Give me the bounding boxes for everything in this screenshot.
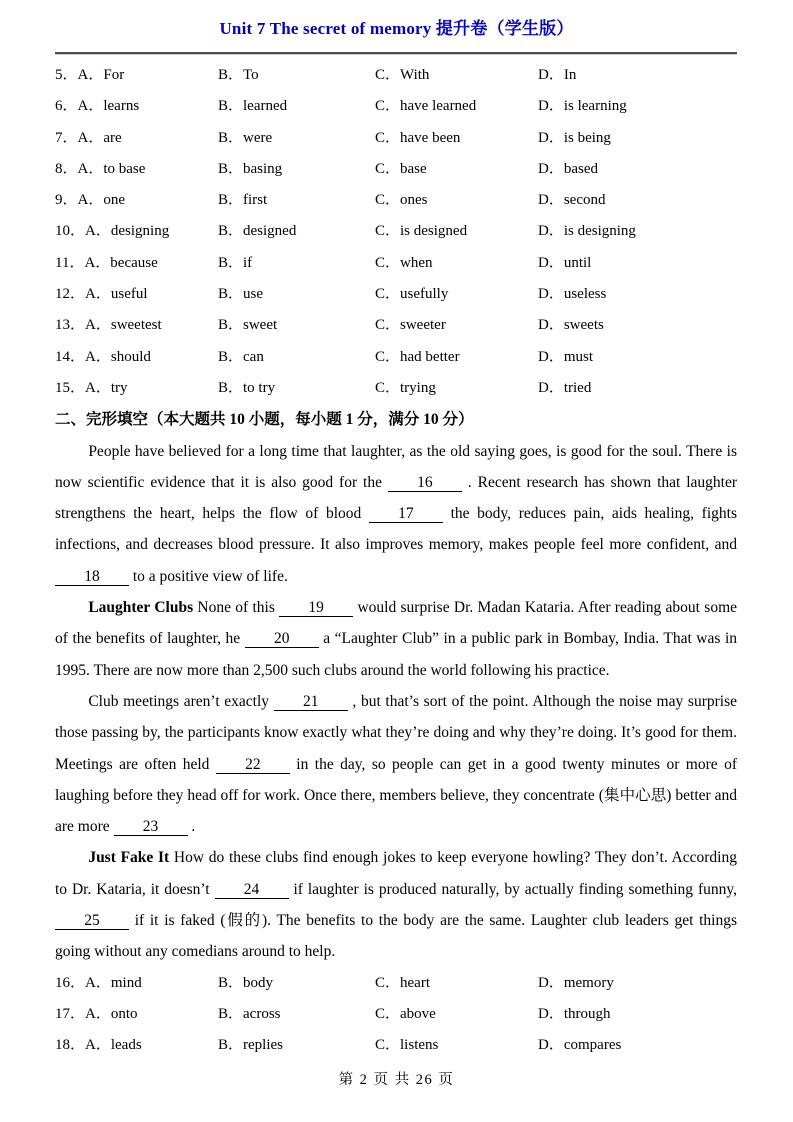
- option-text: listens: [400, 1037, 439, 1054]
- option-cell: [218, 968, 375, 999]
- option-cell: [375, 373, 538, 404]
- option-cell: [375, 216, 538, 247]
- option-cell: [538, 91, 737, 122]
- option-letter: C．: [375, 98, 401, 115]
- option-cell: [218, 248, 375, 279]
- paragraph-lead-laughter-clubs: Laughter Clubs: [88, 599, 194, 617]
- option-cell: [538, 1030, 737, 1061]
- option-letter: D．: [538, 286, 564, 303]
- passage-paragraph-3: [55, 686, 737, 842]
- blank-18: 18: [55, 568, 129, 586]
- option-cell: [55, 310, 218, 341]
- blank-25: 25: [55, 912, 129, 930]
- page-content: [55, 55, 737, 1062]
- option-cell: [538, 216, 737, 247]
- option-cell: [538, 248, 737, 279]
- option-text: leads: [110, 1037, 142, 1054]
- option-cell: [218, 123, 375, 154]
- option-cell: [375, 279, 538, 310]
- option-letter: C．: [375, 67, 401, 83]
- option-letter: D．: [538, 1005, 564, 1022]
- option-letter: D．: [538, 67, 564, 83]
- passage-text: . Recent research has shown that laughter strengthens the heart, helps the flow of blood: [55, 473, 738, 523]
- option-letter: D．: [538, 192, 564, 209]
- option-text: through: [563, 1005, 611, 1022]
- option-cell: [218, 91, 375, 122]
- option-text: heart: [400, 974, 430, 991]
- option-text: To: [243, 67, 259, 83]
- option-cell: [55, 216, 218, 247]
- option-letter: C．: [375, 1005, 401, 1022]
- question-number: 13．: [55, 317, 86, 334]
- option-text: base: [400, 160, 427, 177]
- blank-22: 22: [216, 756, 290, 774]
- option-letter: A．: [85, 317, 111, 334]
- option-text: sweets: [563, 317, 604, 334]
- option-cell: [538, 154, 737, 185]
- option-cell: [218, 373, 375, 404]
- option-letter: B．: [218, 379, 244, 396]
- option-text: one: [103, 192, 126, 209]
- question-number: 16．: [55, 974, 86, 991]
- passage-text: in the day, so people can get in a good twenty minutes or more of laughing before they head off for work. Once there, members believe, they concentrate (集中心思) better and are more: [55, 755, 737, 836]
- option-text: have been: [400, 129, 461, 146]
- option-letter: B．: [218, 129, 244, 146]
- option-text: learned: [243, 98, 288, 115]
- option-text: until: [563, 254, 592, 271]
- option-text: mind: [110, 974, 142, 991]
- option-text: second: [563, 192, 606, 209]
- option-letter: B．: [218, 348, 244, 365]
- option-letter: A．: [85, 379, 111, 396]
- option-text: sweeter: [400, 317, 446, 334]
- option-text: were: [243, 129, 273, 146]
- passage-paragraph-4: [55, 842, 737, 967]
- question-row: [55, 60, 737, 91]
- page-header: [0, 0, 793, 42]
- option-letter: B．: [218, 1005, 244, 1022]
- option-cell: [55, 342, 218, 373]
- option-cell: [218, 1030, 375, 1061]
- option-letter: C．: [375, 192, 401, 209]
- option-letter: C．: [375, 254, 401, 271]
- option-text: had better: [400, 348, 460, 365]
- option-cell: [375, 342, 538, 373]
- passage-text: People have believed for a long time that laughter, as the old saying goes, is good for the soul. There is now scientific evidence that it is also good for the: [55, 442, 737, 491]
- option-text: is designing: [563, 223, 636, 240]
- option-letter: B．: [218, 286, 244, 303]
- option-letter: A．: [85, 1005, 111, 1022]
- option-letter: D．: [538, 98, 564, 115]
- option-text: because: [110, 254, 158, 271]
- option-text: is designed: [400, 223, 468, 240]
- passage-paragraph-2: [55, 592, 737, 686]
- option-text: sweetest: [110, 317, 162, 334]
- option-letter: B．: [218, 317, 244, 334]
- option-cell: [538, 279, 737, 310]
- question-number: 15．: [55, 379, 86, 396]
- question-number: 10．: [55, 223, 86, 240]
- option-cell: [375, 154, 538, 185]
- option-letter: A．: [77, 192, 104, 209]
- option-letter: B．: [218, 67, 244, 83]
- paragraph-lead-just-fake-it: Just Fake It: [88, 849, 170, 867]
- option-letter: A．: [77, 129, 104, 146]
- option-letter: A．: [77, 98, 104, 115]
- option-text: usefully: [400, 286, 449, 303]
- option-text: use: [243, 286, 264, 303]
- option-cell: [55, 373, 218, 404]
- option-letter: B．: [218, 254, 244, 271]
- option-text: first: [243, 192, 268, 209]
- passage-text: a “Laughter Club” in a public park in Bombay, India. That was in 1995. There are now more than 2,500 such clubs around the world following his practice.: [55, 630, 737, 679]
- option-text: sweet: [243, 317, 278, 334]
- option-text: if: [243, 254, 253, 271]
- question-row: [55, 248, 737, 279]
- passage-text: would surprise Dr. Madan Kataria. After reading about some of the benefits of laughter, he: [55, 599, 738, 648]
- passage-paragraph-1: [55, 436, 737, 592]
- option-cell: [375, 1030, 538, 1061]
- question-row: [55, 373, 737, 404]
- option-text: tried: [563, 379, 592, 396]
- option-cell: [218, 216, 375, 247]
- option-letter: B．: [218, 98, 244, 115]
- option-cell: [55, 248, 218, 279]
- option-cell: [218, 60, 375, 91]
- option-text: useless: [563, 286, 607, 303]
- option-cell: [55, 60, 218, 91]
- question-number: 18．: [55, 1037, 86, 1054]
- question-row: [55, 968, 737, 999]
- option-cell: [55, 1030, 218, 1061]
- option-letter: C．: [375, 286, 401, 303]
- blank-23: 23: [114, 818, 188, 836]
- option-letter: C．: [375, 974, 401, 991]
- option-letter: B．: [218, 223, 244, 240]
- option-cell: [55, 968, 218, 999]
- option-cell: [375, 999, 538, 1030]
- option-cell: [218, 310, 375, 341]
- option-text: In: [563, 67, 577, 83]
- grammar-question-block: [55, 55, 737, 404]
- option-text: have learned: [400, 98, 477, 115]
- option-letter: A．: [84, 254, 111, 271]
- option-text: replies: [243, 1037, 283, 1054]
- option-letter: D．: [538, 317, 564, 334]
- option-text: when: [400, 254, 433, 271]
- option-cell: [55, 999, 218, 1030]
- question-number: 9．: [55, 192, 78, 209]
- question-row: [55, 154, 737, 185]
- option-text: With: [400, 67, 430, 83]
- option-letter: D．: [538, 254, 564, 271]
- option-text: try: [110, 379, 128, 396]
- question-row: [55, 216, 737, 247]
- option-cell: [538, 999, 737, 1030]
- question-row: [55, 342, 737, 373]
- option-cell: [538, 373, 737, 404]
- option-text: to try: [243, 379, 276, 396]
- option-letter: B．: [218, 160, 244, 177]
- question-row: [55, 310, 737, 341]
- option-text: based: [563, 160, 598, 177]
- option-letter: C．: [375, 317, 401, 334]
- option-text: should: [110, 348, 151, 365]
- option-cell: [375, 310, 538, 341]
- passage-text: if it is faked (假的). The benefits to the body are the same. Laughter club leaders get things going without any comedians around to help.: [55, 912, 737, 961]
- option-letter: B．: [218, 192, 244, 209]
- option-letter: A．: [77, 67, 104, 83]
- option-cell: [375, 60, 538, 91]
- option-letter: A．: [85, 974, 111, 991]
- option-letter: B．: [218, 1037, 244, 1054]
- option-letter: C．: [375, 223, 401, 240]
- option-text: above: [400, 1005, 436, 1022]
- option-text: is learning: [563, 98, 627, 115]
- question-row: [55, 123, 737, 154]
- question-number: 14．: [55, 348, 86, 365]
- option-cell: [218, 185, 375, 216]
- option-letter: A．: [85, 1037, 111, 1054]
- option-cell: [218, 279, 375, 310]
- option-letter: D．: [538, 129, 564, 146]
- option-letter: A．: [85, 348, 111, 365]
- option-text: across: [243, 1005, 281, 1022]
- option-cell: [218, 154, 375, 185]
- option-text: is being: [563, 129, 611, 146]
- question-row: [55, 91, 737, 122]
- page-footer: 第 2 页 共 26 页: [338, 1072, 455, 1088]
- option-cell: [538, 310, 737, 341]
- question-row: [55, 185, 737, 216]
- page-title: Unit 7 The secret of memory 提升卷（学生版）: [219, 19, 574, 38]
- option-cell: [55, 123, 218, 154]
- question-number: 17．: [55, 1005, 86, 1022]
- passage-text: the body, reduces pain, aids healing, fights infections, and decreases blood pressure. It also improves memory, makes people feel more confident, and: [55, 505, 737, 554]
- cloze-question-block: [55, 968, 737, 1062]
- option-cell: [538, 185, 737, 216]
- option-text: designed: [243, 223, 297, 240]
- option-letter: A．: [85, 223, 111, 240]
- question-number: 7．: [55, 129, 78, 146]
- question-number: 6．: [55, 98, 78, 115]
- passage-text: Club meetings aren’t exactly: [88, 692, 274, 710]
- option-letter: A．: [77, 160, 104, 177]
- question-row: [55, 279, 737, 310]
- option-cell: [375, 91, 538, 122]
- option-letter: C．: [375, 1037, 401, 1054]
- option-cell: [375, 248, 538, 279]
- question-number: 8．: [55, 160, 78, 177]
- option-cell: [375, 185, 538, 216]
- option-text: onto: [110, 1005, 138, 1022]
- option-cell: [55, 91, 218, 122]
- passage-text: to a positive view of life.: [129, 567, 288, 585]
- option-cell: [55, 185, 218, 216]
- option-letter: D．: [538, 974, 564, 991]
- option-cell: [55, 154, 218, 185]
- option-text: can: [243, 348, 264, 365]
- cloze-passage: [55, 436, 737, 968]
- option-cell: [375, 968, 538, 999]
- option-text: body: [243, 974, 274, 991]
- passage-text: How do these clubs find enough jokes to keep everyone howling? They don’t. According to Dr. Kataria, it doesn’t: [55, 849, 737, 898]
- question-row: [55, 1030, 737, 1061]
- option-letter: C．: [375, 160, 401, 177]
- option-letter: C．: [375, 348, 401, 365]
- blank-21: 21: [274, 693, 348, 711]
- option-text: trying: [400, 379, 436, 396]
- option-text: ones: [400, 192, 428, 209]
- option-text: learns: [103, 98, 140, 115]
- option-text: designing: [110, 223, 170, 240]
- blank-16: 16: [388, 474, 462, 492]
- option-letter: C．: [375, 129, 401, 146]
- option-text: are: [103, 129, 122, 146]
- option-cell: [538, 123, 737, 154]
- option-letter: A．: [85, 286, 111, 303]
- option-letter: C．: [375, 379, 401, 396]
- question-row: [55, 999, 737, 1030]
- question-number: 12．: [55, 286, 86, 303]
- option-text: basing: [243, 160, 283, 177]
- cloze-section-title: 二、完形填空（本大题共 10 小题，每小题 1 分，满分 10 分）: [55, 411, 474, 429]
- blank-19: 19: [279, 599, 353, 617]
- option-cell: [538, 342, 737, 373]
- passage-text: , but that’s sort of the point. Although the noise may surprise those passing by, the participants know exactly what they’re doing and why they’re doing. It’s good for them. Meetings are often held: [55, 692, 737, 773]
- option-letter: D．: [538, 1037, 564, 1054]
- option-cell: [218, 342, 375, 373]
- option-cell: [218, 999, 375, 1030]
- passage-text: None of this: [193, 599, 280, 617]
- question-number: 11．: [55, 254, 85, 271]
- blank-17: 17: [369, 505, 443, 523]
- option-cell: [375, 123, 538, 154]
- option-text: compares: [563, 1037, 622, 1054]
- option-text: memory: [563, 974, 614, 991]
- blank-24: 24: [215, 881, 289, 899]
- option-cell: [55, 279, 218, 310]
- passage-text: if laughter is produced naturally, by actually finding something funny,: [288, 880, 737, 898]
- option-text: must: [563, 348, 594, 365]
- blank-20: 20: [245, 630, 319, 648]
- option-letter: D．: [538, 160, 564, 177]
- option-letter: B．: [218, 974, 244, 991]
- option-letter: D．: [538, 348, 564, 365]
- question-number: 5．: [55, 67, 78, 83]
- option-letter: D．: [538, 379, 564, 396]
- option-text: For: [103, 67, 125, 83]
- option-cell: [538, 60, 737, 91]
- passage-text: .: [187, 818, 196, 836]
- option-text: useful: [110, 286, 148, 303]
- option-letter: D．: [538, 223, 564, 240]
- option-text: to base: [103, 160, 146, 177]
- option-cell: [538, 968, 737, 999]
